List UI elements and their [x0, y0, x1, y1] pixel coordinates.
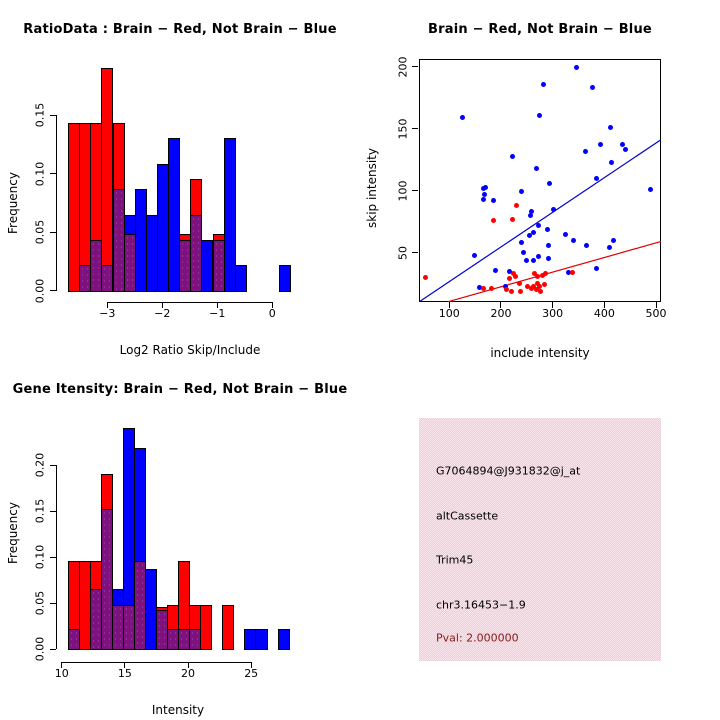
scatter-point-red: [491, 218, 496, 223]
scatter-point-blue: [537, 113, 542, 118]
y-axis-line: [56, 465, 57, 649]
scatter-point-red: [513, 274, 518, 279]
x-tick-label: 300: [542, 307, 564, 320]
gene-intensity-histogram-ylabel: Frequency: [6, 502, 20, 564]
histogram-bar-blue: [235, 265, 247, 292]
y-tick-mark: [50, 649, 56, 650]
scatter-point-blue: [545, 227, 550, 232]
y-tick-mark: [50, 232, 56, 233]
x-tick-label: 0: [268, 307, 276, 320]
scatter-point-blue: [481, 197, 486, 202]
histogram-bar-blue: [201, 240, 213, 291]
ratio-histogram-xlabel: Log2 Ratio Skip/Include: [119, 343, 261, 357]
x-axis-line: [62, 662, 251, 663]
x-tick-label: 10: [54, 667, 69, 680]
x-tick-label: 100: [438, 307, 460, 320]
scatter-point-blue: [609, 160, 614, 165]
intensity-scatter-ylabel: skip intensity: [365, 148, 379, 228]
y-tick-label: 0.00: [33, 637, 47, 662]
scatter-point-blue: [611, 238, 616, 243]
scatter-point-red: [423, 275, 428, 280]
gene-intensity-histogram-xlabel: Intensity: [151, 703, 205, 717]
scatter-point-red: [518, 289, 523, 294]
x-tick-label: 400: [593, 307, 615, 320]
y-axis-line: [56, 115, 57, 291]
probe-id-text: G7064894@J931832@j_at: [436, 464, 581, 478]
gene-name-text: Trim45: [436, 553, 474, 567]
regression-lines: [360, 0, 720, 360]
y-tick-mark: [50, 603, 56, 604]
y-tick-label: 150: [396, 118, 410, 140]
y-tick-label: 0.10: [33, 161, 47, 186]
y-tick-label: 0.15: [33, 102, 47, 128]
scatter-point-blue: [608, 125, 613, 130]
histogram-bar-red: [200, 605, 212, 650]
ratio-histogram-plot: [0, 0, 360, 360]
scatter-point-blue: [524, 258, 529, 263]
scatter-point-blue: [527, 233, 532, 238]
scatter-point-blue: [534, 166, 539, 171]
x-tick-label: 200: [490, 307, 512, 320]
histogram-bar-blue: [279, 265, 291, 292]
y-tick-label: 0.05: [33, 591, 47, 616]
x-tick-label: 20: [181, 667, 196, 680]
gene-info-box: [419, 418, 661, 661]
scatter-point-blue: [528, 213, 533, 218]
red-regression-line: [448, 242, 660, 302]
scatter-point-blue: [541, 82, 546, 87]
gene-info-panel: [360, 360, 720, 720]
scatter-point-blue: [536, 254, 541, 259]
y-tick-label: 50: [396, 245, 410, 260]
x-tick-label: 15: [117, 667, 132, 680]
y-tick-label: 0.10: [33, 545, 47, 570]
scatter-point-blue: [536, 223, 541, 228]
x-tick-label: −3: [99, 307, 116, 320]
scatter-point-blue: [547, 181, 552, 186]
scatter-point-blue: [563, 232, 568, 237]
scatter-point-red: [538, 289, 543, 294]
y-tick-label: 0.15: [33, 499, 47, 524]
y-tick-mark: [50, 511, 56, 512]
scatter-point-blue: [483, 185, 488, 190]
scatter-point-blue: [583, 149, 588, 154]
intensity-scatter-title: Brain − Red, Not Brain − Blue: [428, 22, 652, 37]
ratio-histogram-title: RatioData : Brain − Red, Not Brain − Blue: [23, 22, 337, 37]
histogram-bar-blue: [278, 629, 290, 650]
x-tick-label: 25: [244, 667, 259, 680]
y-tick-label: 100: [396, 180, 410, 202]
locus-text: chr3.16453−1.9: [436, 598, 526, 612]
y-tick-label: 0.00: [33, 278, 47, 303]
scatter-point-blue: [551, 207, 556, 212]
y-tick-label: 0.20: [33, 453, 47, 478]
splice-type-text: altCassette: [436, 509, 499, 523]
x-tick-label: −1: [209, 307, 226, 320]
scatter-point-red: [517, 281, 522, 286]
histogram-bar-red: [222, 605, 234, 650]
histogram-bar-red: [101, 68, 113, 291]
histogram-bar-blue: [157, 164, 169, 291]
scatter-point-blue: [594, 176, 599, 181]
scatter-point-blue: [472, 253, 477, 258]
histogram-bar-blue: [255, 629, 267, 650]
x-tick-label: 500: [645, 307, 667, 320]
scatter-point-blue: [607, 245, 612, 250]
pval-text: Pval: 2.000000: [436, 631, 519, 645]
scatter-point-blue: [531, 258, 536, 263]
scatter-point-red: [509, 289, 514, 294]
intensity-scatter-panel: [360, 0, 720, 360]
scatter-point-blue: [546, 243, 551, 248]
y-tick-mark: [50, 557, 56, 558]
y-tick-label: 200: [396, 56, 410, 78]
scatter-point-blue: [521, 250, 526, 255]
x-tick-label: −2: [154, 307, 171, 320]
y-tick-mark: [50, 465, 56, 466]
scatter-point-blue: [510, 154, 515, 159]
gene-intensity-histogram-panel: [0, 360, 360, 720]
scatter-point-blue: [493, 268, 498, 273]
gene-intensity-histogram-title: Gene Itensity: Brain − Red, Not Brain − Blue: [12, 382, 348, 397]
histogram-bar-overlap: [101, 265, 113, 292]
gene-intensity-histogram-plot: [0, 360, 360, 720]
y-tick-label: 0.05: [33, 219, 47, 245]
intensity-scatter-xlabel: include intensity: [490, 346, 590, 360]
ratio-histogram-ylabel: Frequency: [6, 172, 20, 234]
x-axis-line: [107, 302, 272, 303]
y-tick-mark: [50, 115, 56, 116]
scatter-point-red: [510, 217, 515, 222]
ratio-histogram-panel: [0, 0, 360, 360]
intensity-scatter-plot: [360, 0, 720, 360]
y-tick-mark: [50, 173, 56, 174]
y-tick-mark: [50, 290, 56, 291]
scatter-point-red: [532, 271, 537, 276]
